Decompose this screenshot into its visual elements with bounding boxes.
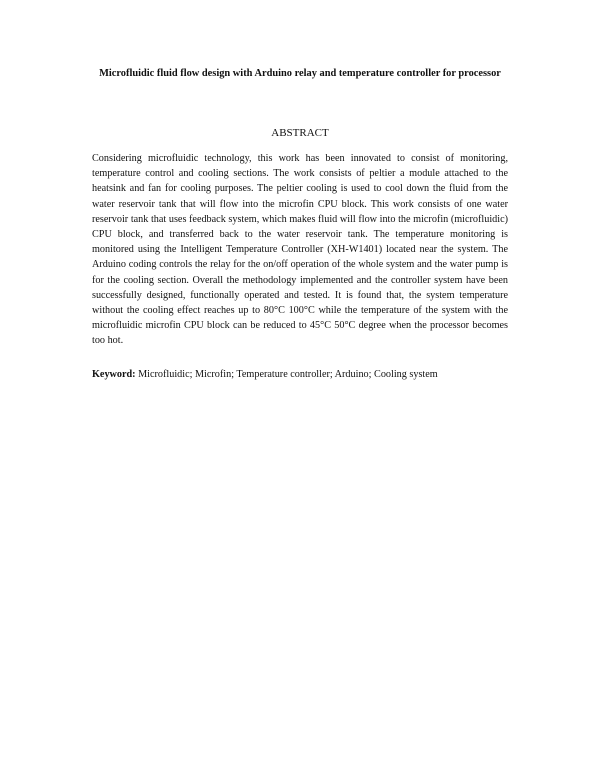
abstract-text: Considering microfluidic technology, this work has been innovated to consist of monitoring, temperature control and cooling sections. The work consists of peltier a module attached to the heatsink and fan for cooling purposes. The peltier cooling is used to cool down the fluid from the water reservoir tank that will flow into the microfin CPU block. This work consists of one water reservoir tank that uses feedback system, which makes fluid will flow into the microfin (microfluidic) CPU block, and transferred back to the water reservoir tank. The temperature monitoring is monitored using the Intelligent Temperature Controller (XH-W1401) located near the system. The Arduino coding controls the relay for the on/off operation of the whole system and the water pump is for the cooling section. Overall the methodology implemented and the controller system have been successfully designed, functionally operated and tested. It is found that, the system temperature without the cooling effect reaches up to 80°C 100°C while the temperature of the system with the microfluidic microfin CPU block can be reduced to 45°C 50°C degree when the processor becomes too hot. <box>92 153 508 347</box>
paper-title: Microfluidic fluid flow design with Arduino relay and temperature controller for processor <box>99 68 501 79</box>
abstract-heading: ABSTRACT <box>271 127 329 139</box>
keywords-label: Keyword: <box>92 369 136 380</box>
keywords-line <box>92 367 508 382</box>
keywords-list: Microfluidic; Microfin; Temperature controller; Arduino; Cooling system <box>135 369 438 380</box>
